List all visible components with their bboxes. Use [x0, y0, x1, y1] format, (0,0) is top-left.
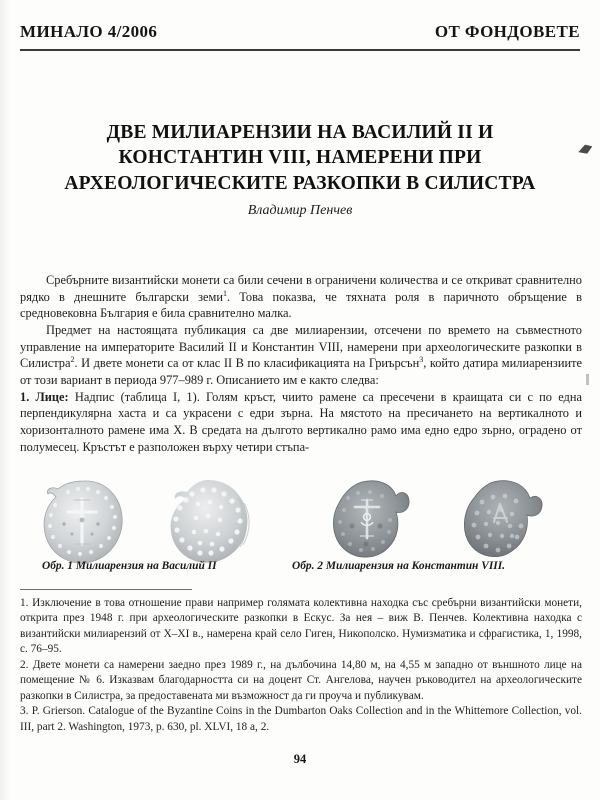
- body-paragraph-1: [20, 272, 582, 322]
- running-head: [18, 22, 582, 42]
- running-head-rule: [20, 49, 580, 51]
- footnotes: [20, 596, 582, 735]
- figure-1-caption: Обр. 1 Милиарензия на Василий II: [42, 560, 217, 572]
- scan-artifact-speck-icon: [586, 374, 589, 385]
- title-block: [40, 120, 560, 219]
- figure-captions: [20, 560, 580, 578]
- paragraph-2-text-b: . И двете монети са от клас II В по класификацията на Гриърсън: [74, 356, 420, 371]
- footnote-marker-3[interactable]: 3: [419, 355, 424, 365]
- body-text: [20, 272, 582, 455]
- footnote-marker-1[interactable]: 1: [222, 288, 227, 298]
- scan-edge-shading: [0, 0, 10, 800]
- paragraph-3-text: Надпис (таблица I, 1). Голям кръст, чиито рамене са пресечени в краищата си с по една перпендикулярна хаста и са украсени с едри зърна. На мястото на пресичането на вертикалното и хоризонталното рамене има Х. В средата на дългото вертикално рамо има едно едро зърно, оградено от полумесец. Кръстът е разположен върху четири стъпа-: [20, 389, 582, 454]
- footnote-marker-2[interactable]: 2: [70, 355, 75, 365]
- page-number: 94: [293, 752, 307, 766]
- scan-artifact-mark-icon: [577, 142, 594, 157]
- footnote-1: 1. Изключение в това отношение прави например голямата колективна находка със сребърни византийски монети, открита през 1948 г. при археологическите разкопки в Ескус. За нея – виж В. Пенчев. Колективна находка с византийски милиарензий от X–XI в., намерена край село Гиген, Никополско. Нумизматика и сфрагистика, 1, 1998, с. 76–95.: [20, 597, 582, 656]
- figure-2-caption: Обр. 2 Милиарензия на Константин VIII.: [292, 560, 505, 572]
- page-title: ДВЕ МИЛИАРЕНЗИИ НА ВАСИЛИЙ II И КОНСТАНТИН VIII, НАМЕРЕНИ ПРИ АРХЕОЛОГИЧЕСКИТЕ РАЗКОПКИ В СИЛИСТРА: [64, 122, 536, 194]
- paragraph-1-text-b: . Това показва, че тяхната роля в паричното обръщение в средновековна България е била сравнително малка.: [20, 289, 582, 321]
- running-head-right: ОТ ФОНДОВЕТЕ: [434, 22, 580, 41]
- body-paragraph-3: [20, 389, 582, 456]
- footnote-2: 2. Двете монети са намерени заедно през 1989 г., на дълбочина 14,80 м, на 4,55 м западно от външното лице на помещение № 6. Изказвам благодарността си на доцент Ст. Ангелова, научен ръководител на археологическите разкопки в Силистра, за предоставената ми възможност да ги проуча и публикувам.: [20, 658, 582, 702]
- paragraph-2-text-c: , който датира милиарензиите от този вариант в периода 977–989 г. Описанието им е както следва:: [20, 356, 582, 388]
- paragraph-2-text-a: Предмет на настоящата публикация са две милиарензии, отсечени по времето на съвместното управление на императорите Василий II и Константин VIII, намерени при археологическите разкопки в Силистра: [20, 323, 582, 371]
- author-byline: Владимир Пенчев: [247, 203, 353, 219]
- body-paragraph-2: [20, 322, 582, 389]
- footnote-3: 3. P. Grierson. Catalogue of the Byzantine Coins in the Dumbarton Oaks Collection and in the Whittemore Collection, vol. III, part 2. Washington, 1973, p. 630, pl. XLVI, 18 a, 2.: [20, 705, 582, 733]
- obverse-label: 1. Лице:: [20, 389, 69, 404]
- footnote-separator-rule: [20, 589, 192, 590]
- paragraph-1-text-a: Сребърните византийски монети са били сечени в ограничени количества и се откриват сравнително рядко в днешните български земи: [20, 273, 582, 304]
- running-head-left: МИНАЛО 4/2006: [20, 22, 158, 41]
